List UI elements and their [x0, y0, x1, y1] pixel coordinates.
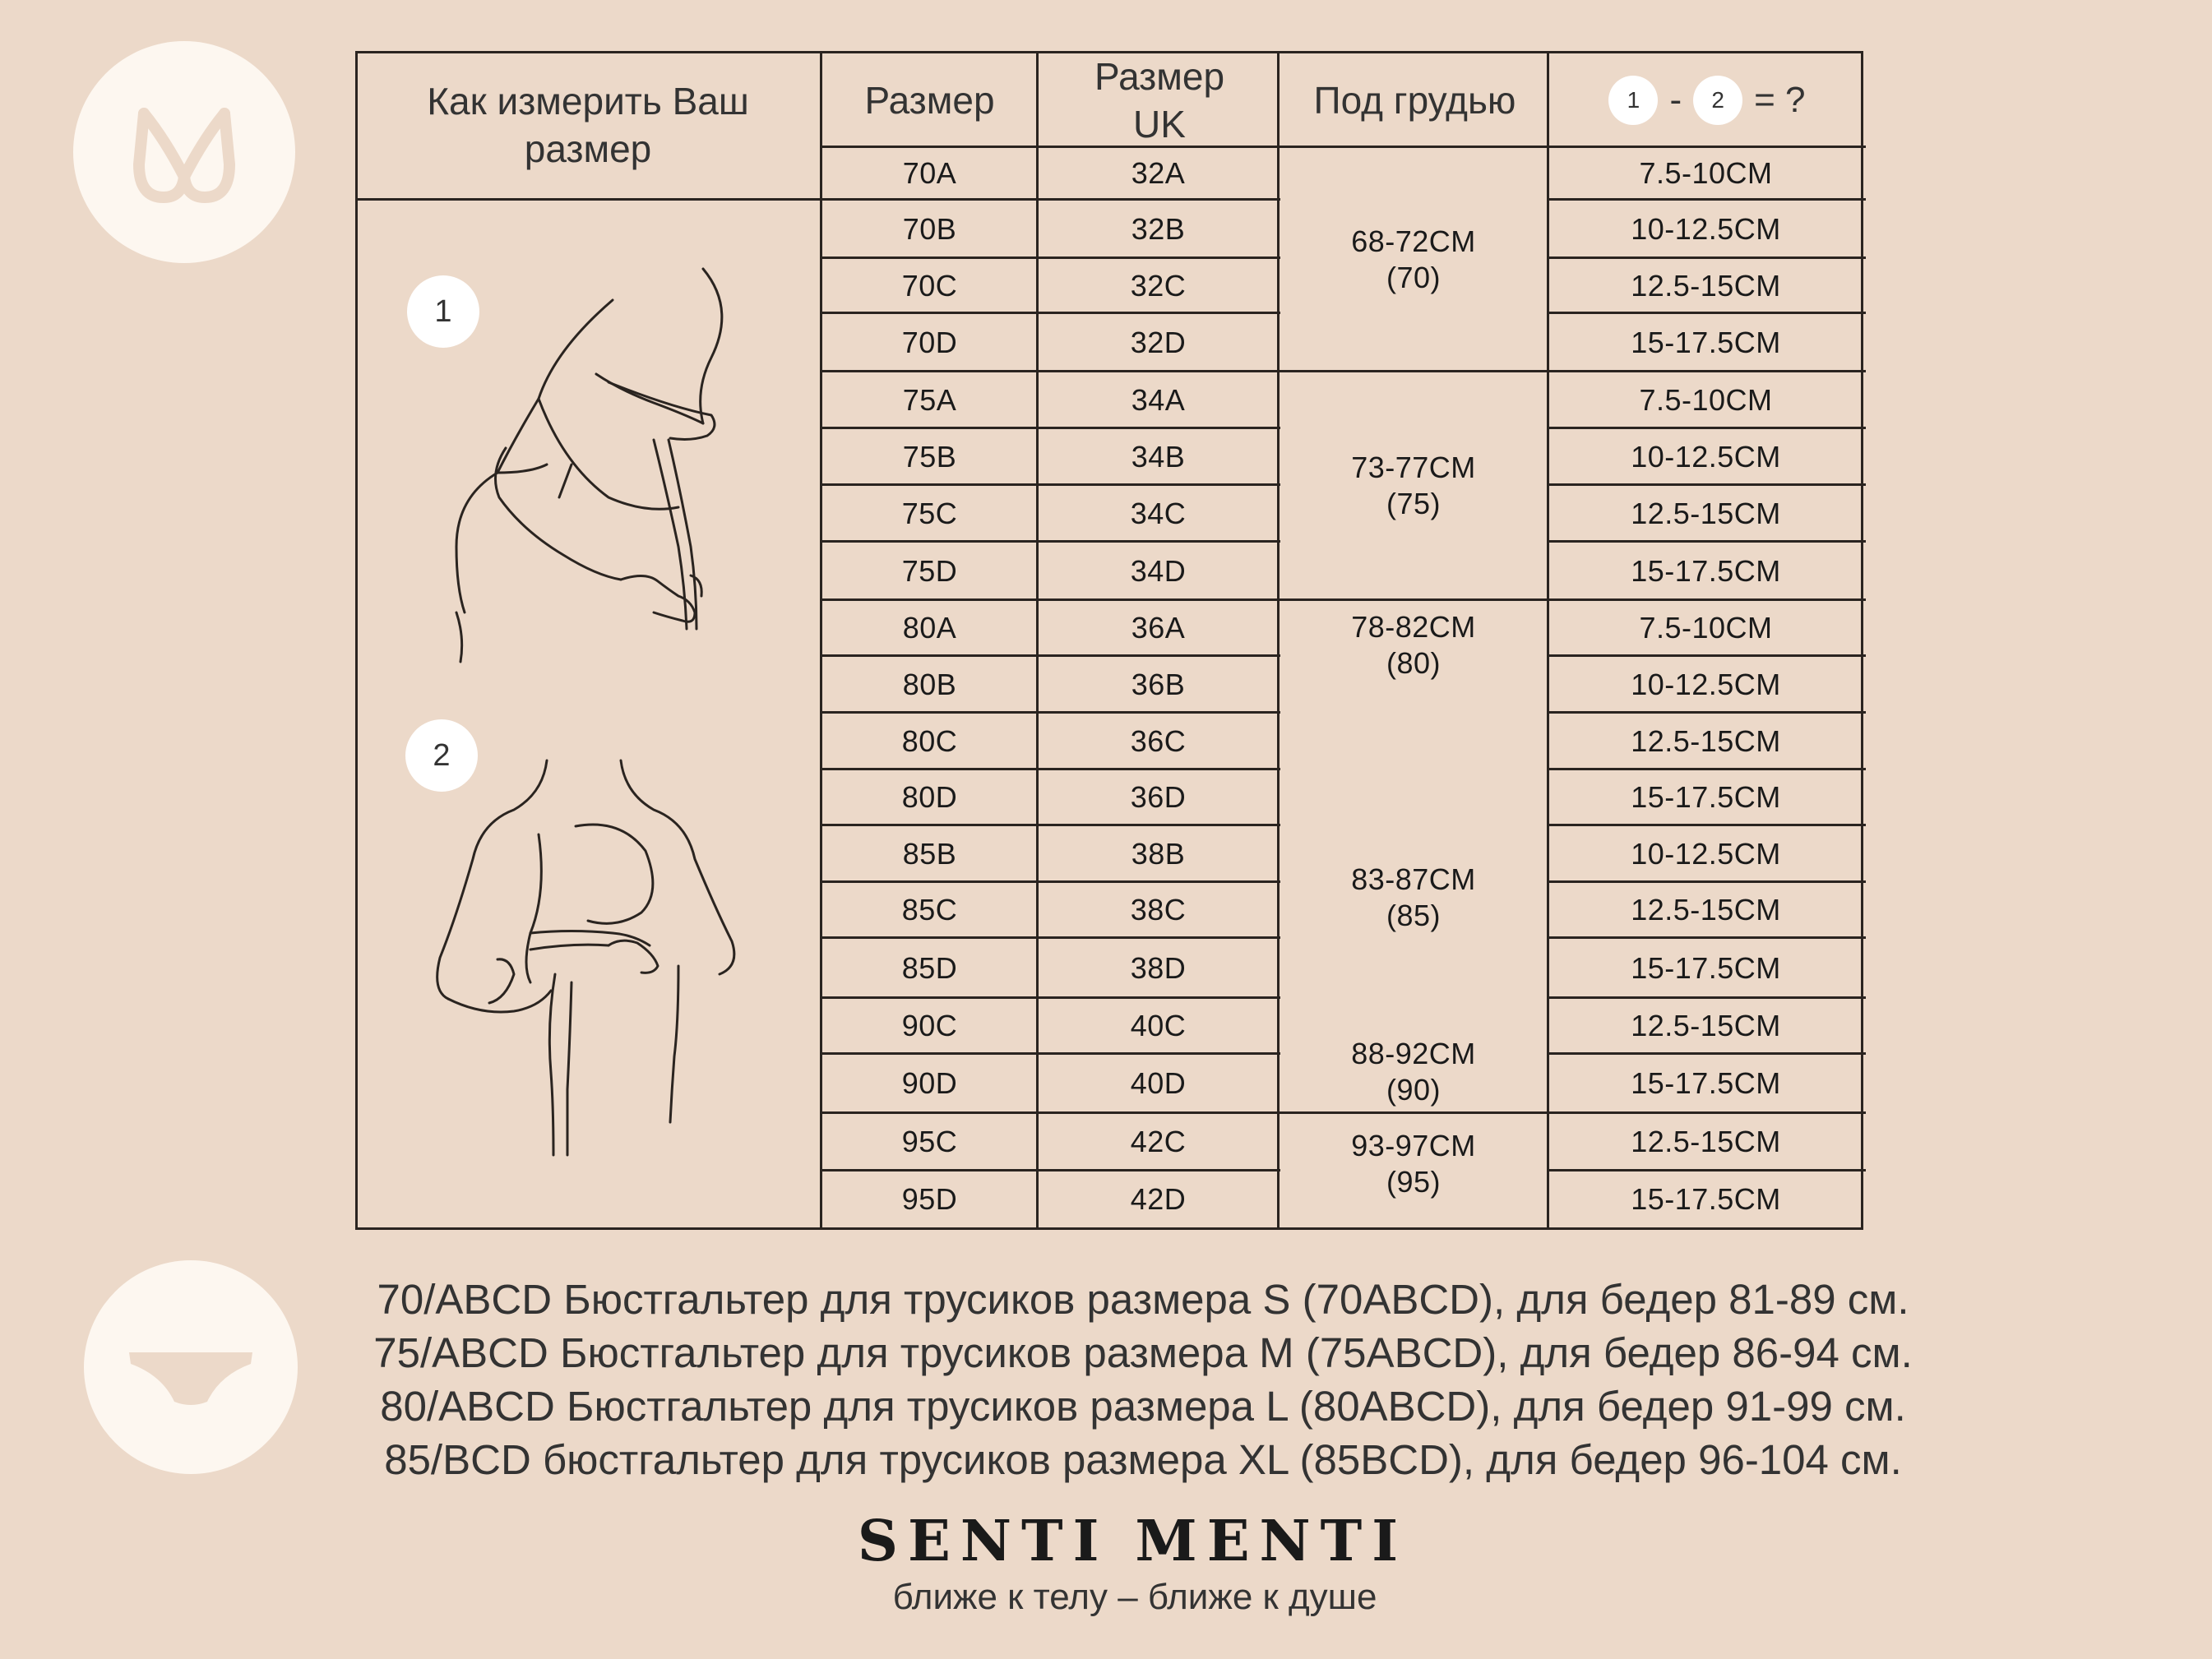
step-badge-1: 1 [407, 275, 479, 348]
underbust-band: (90) [1386, 1073, 1442, 1107]
cell-size: 80B [902, 667, 957, 701]
formula-step-2: 2 [1693, 76, 1742, 125]
cell-underbust-group [1279, 219, 1548, 301]
underbust-range: 78-82CM [1351, 610, 1476, 644]
cell-difference: 15-17.5CM [1631, 1182, 1781, 1216]
underbust-measure-illustration [407, 728, 785, 1171]
cell-size: 95D [901, 1182, 958, 1216]
cell-size: 85B [902, 836, 957, 871]
underbust-range: 93-97CM [1351, 1129, 1476, 1162]
size-table [355, 51, 1863, 1230]
bra-icon-badge [73, 41, 295, 263]
cell-size-uk: 40D [1130, 1066, 1187, 1100]
sizing-notes [329, 1273, 1957, 1486]
brand-left: SENTI [857, 1509, 1109, 1574]
cell-size: 80D [901, 780, 958, 814]
formula [1608, 76, 1805, 125]
note-line: 75/ABCD Бюстгальтер для трусиков размера M (75ABCD), для бедер 86-94 см. [373, 1329, 1913, 1376]
cell-size: 90D [901, 1066, 958, 1100]
cell-size-uk: 36D [1130, 780, 1187, 814]
cell-size-uk: 38D [1130, 950, 1187, 985]
header-divider [358, 198, 823, 201]
cell-difference: 7.5-10CM [1639, 611, 1773, 645]
cell-size: 75D [901, 553, 958, 588]
group-divider [1279, 598, 1550, 601]
cell-size: 70A [902, 156, 957, 190]
cell-size: 80A [902, 611, 957, 645]
underbust-band: (75) [1386, 487, 1442, 520]
cell-difference: 7.5-10CM [1639, 382, 1773, 417]
cell-underbust-group [1279, 445, 1548, 527]
formula-minus: - [1669, 80, 1682, 120]
cell-size-uk: 34C [1130, 496, 1187, 530]
cell-difference: 10-12.5CM [1631, 439, 1781, 474]
step-badge-2: 2 [405, 719, 478, 792]
underbust-band: (95) [1386, 1165, 1442, 1199]
cell-size: 90C [901, 1009, 958, 1042]
cell-size-uk: 32A [1131, 156, 1186, 190]
cell-size-uk: 36B [1131, 667, 1186, 701]
header-size: Размер [864, 79, 995, 122]
cell-difference: 12.5-15CM [1631, 1009, 1781, 1042]
cell-difference: 12.5-15CM [1631, 723, 1781, 758]
panties-icon [84, 1260, 298, 1474]
cell-size-uk: 36A [1131, 611, 1186, 645]
cell-difference: 10-12.5CM [1631, 667, 1781, 701]
cell-size-uk: 32D [1130, 325, 1187, 359]
header-how-to-measure: Как измерить Ваш размер [427, 80, 749, 170]
note-line: 80/ABCD Бюстгальтер для трусиков размера L (80ABCD), для бедер 91-99 см. [380, 1383, 1906, 1430]
cell-difference: 15-17.5CM [1631, 1066, 1781, 1100]
underbust-range: 73-77CM [1351, 451, 1476, 484]
brand-right: MENTI [1135, 1509, 1409, 1574]
bra-icon [73, 41, 295, 263]
cell-size: 75C [901, 496, 958, 530]
cell-size-uk: 34A [1131, 382, 1186, 417]
cell-size-uk: 32C [1130, 268, 1187, 303]
cell-size: 70C [901, 268, 958, 303]
cell-size: 85D [901, 950, 958, 985]
cell-size: 85C [901, 893, 958, 927]
brand-logo [857, 1509, 1409, 1574]
cell-difference: 15-17.5CM [1631, 553, 1781, 588]
cell-difference: 10-12.5CM [1631, 211, 1781, 246]
cell-size-uk: 40C [1130, 1009, 1187, 1042]
underbust-band: (80) [1386, 646, 1442, 680]
cell-size: 95C [901, 1125, 958, 1158]
cell-size-uk: 42D [1130, 1182, 1187, 1216]
cell-difference: 15-17.5CM [1631, 950, 1781, 985]
underbust-range: 68-72CM [1351, 224, 1476, 258]
formula-step-1: 1 [1608, 76, 1658, 125]
cell-size-uk: 34B [1131, 439, 1186, 474]
cell-underbust-group [1279, 1031, 1548, 1113]
underbust-range: 88-92CM [1351, 1037, 1476, 1070]
underbust-band: (85) [1386, 899, 1442, 932]
note-line: 85/BCD бюстгальтер для трусиков размера XL (85BCD), для бедер 96-104 см. [384, 1436, 1902, 1483]
cell-difference: 15-17.5CM [1631, 325, 1781, 359]
cell-underbust-group [1279, 604, 1548, 686]
cell-difference: 12.5-15CM [1631, 893, 1781, 927]
cell-size-uk: 38B [1131, 836, 1186, 871]
cell-size-uk: 42C [1130, 1125, 1187, 1158]
group-divider [1279, 370, 1550, 372]
cell-difference: 15-17.5CM [1631, 780, 1781, 814]
cell-underbust-group [1279, 857, 1548, 939]
cell-difference: 7.5-10CM [1639, 156, 1773, 190]
underbust-range: 83-87CM [1351, 862, 1476, 896]
cell-difference: 10-12.5CM [1631, 836, 1781, 871]
formula-equals: = ? [1754, 80, 1806, 120]
cell-size-uk: 34D [1130, 553, 1187, 588]
underbust-band: (70) [1386, 260, 1442, 294]
cell-size: 75B [902, 439, 957, 474]
cell-size: 70D [901, 325, 958, 359]
header-formula [1551, 53, 1863, 147]
cell-difference: 12.5-15CM [1631, 268, 1781, 303]
cell-difference: 12.5-15CM [1631, 496, 1781, 530]
header-size-uk: Размер UK [1094, 55, 1225, 146]
cell-size-uk: 36C [1130, 723, 1187, 758]
cell-size: 80C [901, 723, 958, 758]
cell-underbust-group [1279, 1123, 1548, 1205]
bust-measure-illustration [407, 251, 785, 678]
cell-size-uk: 32B [1131, 211, 1186, 246]
note-line: 70/ABCD Бюстгальтер для трусиков размера S (70ABCD), для бедер 81-89 см. [377, 1276, 1909, 1323]
cell-difference: 12.5-15CM [1631, 1125, 1781, 1158]
panties-icon-badge [84, 1260, 298, 1474]
brand-tagline: ближе к телу – ближе к душе [892, 1577, 1377, 1617]
header-underbust: Под грудью [1313, 79, 1516, 122]
cell-size-uk: 38C [1130, 893, 1187, 927]
cell-size: 70B [902, 211, 957, 246]
cell-size: 75A [902, 382, 957, 417]
